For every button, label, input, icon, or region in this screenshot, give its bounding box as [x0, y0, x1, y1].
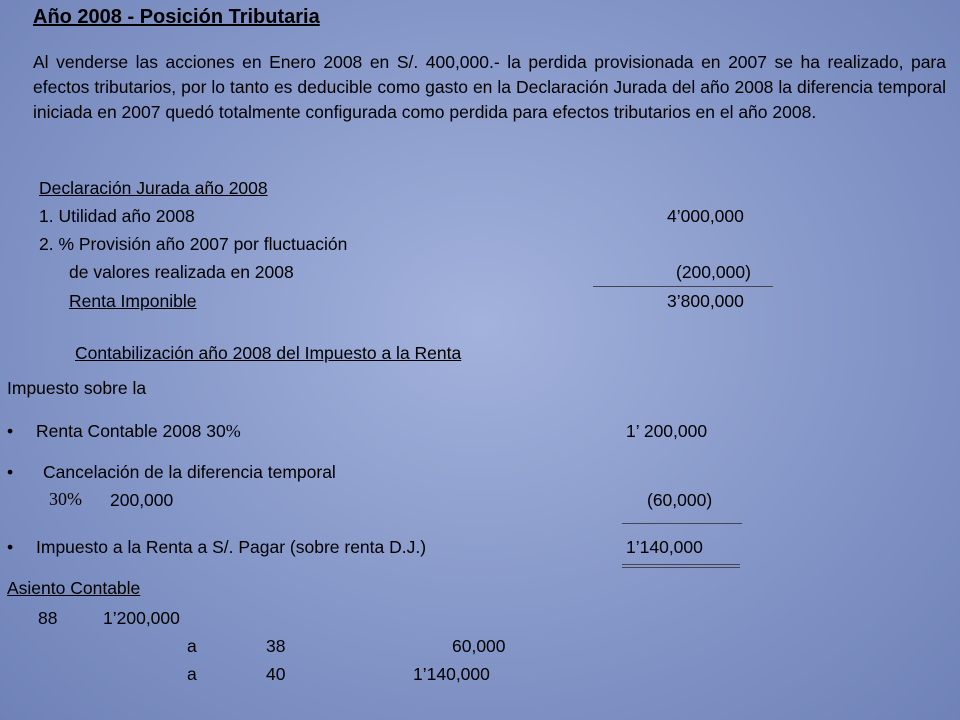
page-title: Año 2008 - Posición Tributaria [33, 6, 320, 28]
asiento-row1-amount: 1’200,000 [103, 608, 180, 628]
asiento-row2-amount: 60,000 [452, 636, 506, 656]
utilidad-label: 1. Utilidad año 2008 [39, 206, 195, 226]
utilidad-value: 4’000,000 [667, 206, 744, 226]
cancelacion-base: 200,000 [110, 490, 174, 510]
declaracion-heading: Declaración Jurada año 2008 [39, 178, 268, 198]
bullet-icon: • [7, 537, 14, 557]
impuesto-subheading: Impuesto sobre la [7, 378, 147, 398]
asiento-row3-account: 40 [266, 664, 286, 684]
intro-paragraph: Al venderse las acciones en Enero 2008 en S/. 400,000.- la perdida provisionada en 2007 se ha realizado, para efectos tributarios, por lo tanto es deducible como gasto en la Declaración Jurada del año 2008 la diferencia temporal iniciada en 2007 quedó totalmente configurada como perdida para efectos tributarios en el año 2008. [33, 52, 946, 122]
contabilizacion-heading: Contabilización año 2008 del Impuesto a la Renta [75, 343, 462, 363]
cancelacion-value: (60,000) [647, 490, 713, 510]
asiento-row3-amount: 1’140,000 [413, 664, 490, 684]
subtotal-rule [593, 286, 773, 287]
bullet-icon: • [7, 421, 14, 441]
total-double-rule-bottom [622, 567, 740, 568]
impuesto-pagar-value: 1’140,000 [626, 537, 703, 557]
provision-value: (200,000) [676, 262, 751, 282]
bullet-icon: • [7, 462, 14, 482]
asiento-row3-prefix: a [187, 664, 197, 684]
asiento-row1-account: 88 [38, 608, 58, 628]
subtotal-rule-2 [622, 523, 742, 524]
cancelacion-label: Cancelación de la diferencia temporal [43, 462, 336, 482]
asiento-row2-account: 38 [266, 636, 286, 656]
cancelacion-percent: 30% [49, 489, 82, 509]
provision-label-cont: de valores realizada en 2008 [69, 262, 294, 282]
renta-contable-value: 1’ 200,000 [626, 421, 708, 441]
renta-imponible-value: 3’800,000 [667, 291, 744, 311]
asiento-row2-prefix: a [187, 636, 197, 656]
renta-contable-label: Renta Contable 2008 30% [36, 421, 241, 441]
provision-label: 2. % Provisión año 2007 por fluctuación [39, 234, 348, 254]
renta-imponible-label: Renta Imponible [69, 291, 197, 311]
total-double-rule-top [622, 564, 740, 565]
impuesto-pagar-label: Impuesto a la Renta a S/. Pagar (sobre renta D.J.) [36, 537, 427, 557]
asiento-heading: Asiento Contable [7, 578, 141, 598]
